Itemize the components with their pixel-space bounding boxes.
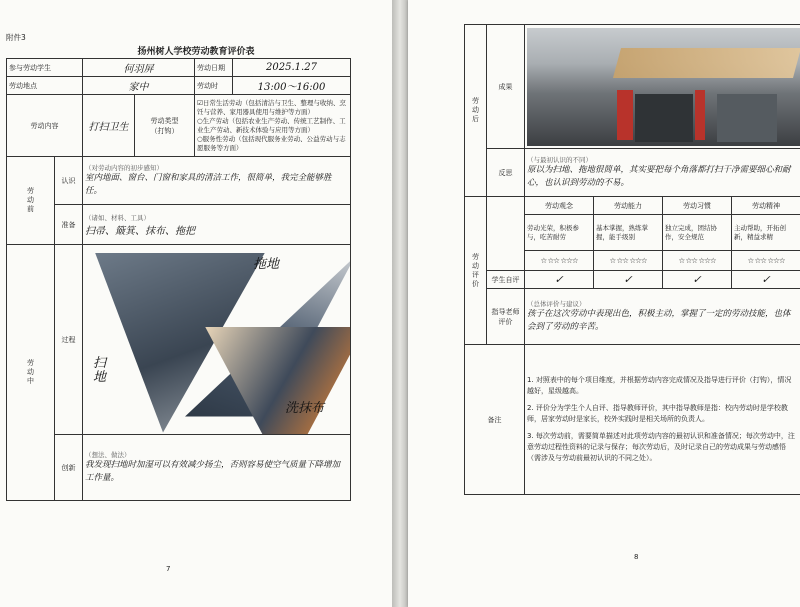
type-options xyxy=(195,95,351,157)
evaluation-form-right xyxy=(464,24,800,495)
form-title: 扬州树人学校劳动教育评价表 xyxy=(137,47,255,57)
self-check-spirit[interactable]: ✓ xyxy=(732,271,800,289)
student-label: 参与劳动学生 xyxy=(7,59,83,77)
type-option-production[interactable]: ○生产劳动（包括农业生产劳动、传统工艺制作、工业生产劳动、新技术体验与应用等方面） xyxy=(197,116,346,134)
reflect-cell xyxy=(525,149,800,197)
evaluation-blank-cell xyxy=(487,197,525,271)
process-photo-collage xyxy=(85,247,348,433)
self-eval-label: 学生自评 xyxy=(487,271,525,289)
header-concept: 劳动观念 xyxy=(525,197,594,215)
header-habit: 劳动习惯 xyxy=(663,197,732,215)
date-value: 2025.1.27 xyxy=(233,59,351,77)
reflect-hint: （与最初认识的不同） xyxy=(527,156,592,164)
type-value: （打钩） xyxy=(150,126,179,135)
caption-mopping: 拖地 xyxy=(253,256,280,272)
caption-sweeping: 扫地 xyxy=(93,355,107,385)
type-cell xyxy=(135,95,195,157)
content-label: 劳动内容 xyxy=(7,95,83,157)
star-scale-spirit: ☆ ☆☆ ☆☆☆ xyxy=(732,251,800,271)
result-photo-couplet-right xyxy=(695,90,705,140)
prep-hint: （诸如、材料、工具） xyxy=(85,213,150,222)
process-cell xyxy=(83,245,351,435)
location-label: 劳动地点 xyxy=(7,77,83,95)
result-photo xyxy=(527,28,800,146)
before-section-label: 劳动前 xyxy=(7,157,55,245)
star-scale-ability: ☆ ☆☆ ☆☆☆ xyxy=(594,251,663,271)
innovation-hint: （想法、做法） xyxy=(85,451,131,459)
prep-value: 扫帚、簸箕、抹布、拖把 xyxy=(85,225,195,237)
self-check-habit[interactable]: ✓ xyxy=(663,271,732,289)
result-cell xyxy=(525,25,800,149)
after-section-label: 劳动后 xyxy=(465,25,487,197)
note-item-1: 1. 对照表中的每个项目维度，并根据劳动内容完成情况及指导进行评价（打钩），情况越好，星级越高。 xyxy=(527,376,792,395)
notes-cell xyxy=(525,345,800,495)
reflect-label: 反思 xyxy=(487,149,525,197)
page-gutter xyxy=(392,0,408,607)
teacher-eval-hint: （总体评价与建议） xyxy=(527,300,586,308)
desc-spirit: 主动帮助，开拓创新，精益求精 xyxy=(732,215,800,251)
result-label: 成果 xyxy=(487,25,525,149)
time-value: 13:00～16:00 xyxy=(233,77,351,95)
cognition-hint: （对劳动内容的初步感知） xyxy=(85,164,163,172)
attachment-label: 附件3 xyxy=(6,33,26,42)
cognition-value: 室内地面、窗台、门窗和家具的清洁工作，很简单，我完全能够胜任。 xyxy=(85,173,332,196)
time-label: 劳动时 xyxy=(195,77,233,95)
type-label: 劳动类型 xyxy=(150,116,179,125)
teacher-eval-value: 孩子在这次劳动中表现出色，积极主动，掌握了一定的劳动技能，也体会到了劳动的辛苦。 xyxy=(527,309,791,332)
evaluation-section-label: 劳动评价 xyxy=(465,197,487,345)
result-photo-door xyxy=(635,94,693,142)
caption-washing: 洗抹布 xyxy=(285,400,325,416)
location-value: 家中 xyxy=(83,77,195,95)
cognition-label: 认识 xyxy=(55,157,83,205)
innovation-cell xyxy=(83,435,351,501)
note-item-2: 2. 评价分为学生个人自评、指导教师评价，其中指导教师是指：校内劳动时是学校教师，居家劳动时是家长，校外实践时是相关场所的负责人。 xyxy=(527,404,788,423)
student-value: 何羽屏 xyxy=(83,59,195,77)
page-number-right: 8 xyxy=(634,553,639,561)
page-number-left: 7 xyxy=(166,565,171,573)
star-scale-concept: ☆ ☆☆ ☆☆☆ xyxy=(525,251,594,271)
teacher-eval-label: 指导老师评价 xyxy=(487,289,525,345)
reflect-value: 原以为扫地、拖地很简单，其实要把每个角落都打扫干净需要细心和耐心，也认识到劳动的不易。 xyxy=(527,165,791,188)
result-photo-couplet-left xyxy=(617,90,633,140)
desc-habit: 独立完成，团结协作，安全规范 xyxy=(663,215,732,251)
cognition-cell xyxy=(83,157,351,205)
note-item-3: 3. 每次劳动前，需要简单描述对此项劳动内容的最初认识和准备情况；每次劳动中，注意劳动过程性资料的记录与保存；每次劳动后，及时记录自己的劳动成果与劳动感悟（需涉及与劳动前最初认识的不同之处）。 xyxy=(527,432,795,462)
star-scale-habit: ☆ ☆☆ ☆☆☆ xyxy=(663,251,732,271)
header-spirit: 劳动精神 xyxy=(732,197,800,215)
self-check-concept[interactable]: ✓ xyxy=(525,271,594,289)
result-photo-window xyxy=(717,94,777,142)
desc-concept: 劳动光荣，积极参与，吃苦耐劳 xyxy=(525,215,594,251)
notes-label: 备注 xyxy=(465,345,525,495)
innovation-value: 我发现扫地时加湿可以有效减少扬尘，否则容易使空气质量下降增加工作量。 xyxy=(85,460,341,483)
date-label: 劳动日期 xyxy=(195,59,233,77)
content-value: 打扫卫生 xyxy=(83,95,135,157)
prep-label: 准备 xyxy=(55,205,83,245)
result-photo-shelf xyxy=(613,48,800,78)
header-ability: 劳动能力 xyxy=(594,197,663,215)
type-option-service[interactable]: ○服务性劳动（包括现代服务业劳动、公益劳动与志愿服务等方面） xyxy=(197,134,346,152)
prep-cell xyxy=(83,205,351,245)
teacher-eval-cell xyxy=(525,289,800,345)
self-check-ability[interactable]: ✓ xyxy=(594,271,663,289)
innovation-label: 创新 xyxy=(55,435,83,501)
document-page-left xyxy=(0,0,392,607)
document-page-right xyxy=(408,0,800,607)
type-option-daily[interactable]: ☑日常生活劳动（包括清洁与卫生、整理与收纳、烹饪与营养、家用器具使用与维护等方面） xyxy=(197,98,346,116)
desc-ability: 基本掌握，熟练掌握，能手级别 xyxy=(594,215,663,251)
evaluation-form-left xyxy=(6,58,351,501)
during-section-label: 劳动中 xyxy=(7,245,55,501)
process-label: 过程 xyxy=(55,245,83,435)
